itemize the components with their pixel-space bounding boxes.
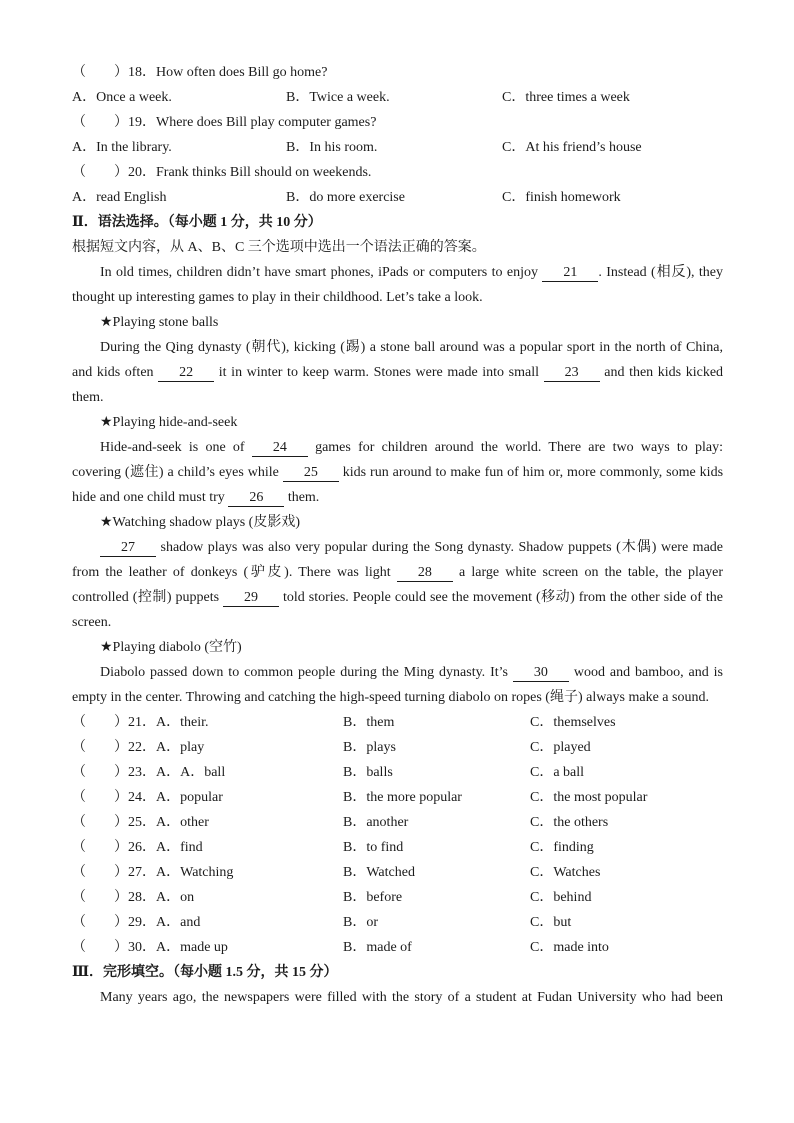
passage-text: covering (遮住) a child’s eyes while — [72, 465, 279, 480]
question-27 — [72, 860, 723, 885]
passage-text: and kids often — [72, 365, 154, 380]
answer-bracket: （ ） — [72, 840, 128, 855]
answer-bracket: （ ） — [72, 765, 128, 780]
blank-21: 21 — [542, 265, 598, 282]
shadow-plays-line-4: screen. — [72, 615, 112, 630]
question-29 — [72, 910, 723, 935]
passage-intro-line-2: thought up interesting games to play in their childhood. Let’s take a look. — [72, 290, 483, 305]
question-20-options — [72, 185, 723, 210]
option-a: A．find — [156, 840, 203, 855]
answer-bracket: （ ） — [72, 890, 128, 905]
option-c: C．At his friend’s house — [502, 140, 642, 155]
answer-bracket: （ ） — [72, 65, 128, 80]
passage-text: kids run around to make fun of him or, more commonly, some kids — [342, 465, 724, 480]
subheading-stone-balls: ★Playing stone balls — [100, 315, 219, 330]
answer-bracket: （ ） — [72, 865, 128, 880]
question-24 — [72, 785, 723, 810]
option-b: B．to find — [343, 840, 404, 855]
blank-26: 26 — [228, 490, 284, 507]
blank-22: 22 — [158, 365, 214, 382]
section-2-heading: Ⅱ．语法选择。（每小题 1 分，共 10 分） — [72, 215, 322, 230]
answer-bracket: （ ） — [72, 790, 128, 805]
option-c: C．Watches — [530, 865, 601, 880]
question-number: 27． — [128, 865, 156, 880]
option-b: B．another — [343, 815, 409, 830]
passage-text: shadow plays was also very popular during the Song dynasty. Shadow puppets (木偶) were made — [160, 540, 723, 555]
option-c: C．played — [530, 740, 591, 755]
question-number: 24． — [128, 790, 156, 805]
question-20 — [72, 160, 723, 185]
passage-text: them. — [287, 490, 320, 505]
question-number: 26． — [128, 840, 156, 855]
option-a: A．Once a week. — [72, 90, 172, 105]
option-b: B．made of — [343, 940, 412, 955]
option-b: B．balls — [343, 765, 393, 780]
option-b: B．plays — [343, 740, 396, 755]
passage-text: and then kids kicked — [604, 365, 724, 380]
question-number: 18． — [128, 65, 156, 80]
question-number: 21． — [128, 715, 156, 730]
question-number: 20． — [128, 165, 156, 180]
subheading-diabolo: ★Playing diabolo (空竹) — [100, 640, 242, 655]
question-22 — [72, 735, 723, 760]
question-26 — [72, 835, 723, 860]
hide-and-seek-line-2 — [72, 460, 723, 485]
blank-27: 27 — [100, 540, 156, 557]
stone-balls-line-2 — [72, 360, 723, 385]
passage-text: In old times, children didn’t have smart phones, iPads or computers to enjoy — [100, 265, 538, 280]
option-a: A．read English — [72, 190, 167, 205]
passage-text: told stories. People could see the movement (移动) from the other side of the — [283, 590, 724, 605]
passage-text: it in winter to keep warm. Stones were made into small — [218, 365, 539, 380]
blank-28: 28 — [397, 565, 453, 582]
option-a: A．their. — [156, 715, 209, 730]
option-c: C．behind — [530, 890, 592, 905]
option-b: B．before — [343, 890, 403, 905]
stone-balls-line-3: them. — [72, 390, 104, 405]
passage-intro-line-1 — [72, 260, 723, 285]
option-b: B．or — [343, 915, 378, 930]
question-19-options — [72, 135, 723, 160]
option-b: B．Twice a week. — [286, 90, 390, 105]
passage-text: games for children around the world. There are two ways to play: — [315, 440, 724, 455]
option-a: A．other — [156, 815, 209, 830]
hide-and-seek-line-1 — [72, 435, 723, 460]
option-a: A．popular — [156, 790, 223, 805]
option-c: C．but — [530, 915, 572, 930]
question-number: 22． — [128, 740, 156, 755]
option-c: C．the others — [530, 815, 609, 830]
question-stem: How often does Bill go home? — [156, 65, 328, 80]
section-3-heading: Ⅲ．完形填空。（每小题 1.5 分，共 15 分） — [72, 965, 338, 980]
subheading-hide-and-seek: ★Playing hide-and-seek — [100, 415, 238, 430]
question-stem: Where does Bill play computer games? — [156, 115, 377, 130]
shadow-plays-line-1 — [72, 535, 723, 560]
option-a: A．A．ball — [156, 765, 226, 780]
answer-bracket: （ ） — [72, 815, 128, 830]
question-18 — [72, 60, 723, 85]
question-23 — [72, 760, 723, 785]
option-c: C．finish homework — [502, 190, 621, 205]
blank-29: 29 — [223, 590, 279, 607]
question-number: 23． — [128, 765, 156, 780]
cloze-passage-line-1: Many years ago, the newspapers were filled with the story of a student at Fudan University who had been — [100, 990, 723, 1005]
option-b: B．do more exercise — [286, 190, 405, 205]
passage-text: . Instead (相反), they — [598, 265, 724, 280]
answer-bracket: （ ） — [72, 940, 128, 955]
exam-page — [72, 60, 723, 1010]
hide-and-seek-line-3 — [72, 485, 723, 510]
answer-bracket: （ ） — [72, 915, 128, 930]
option-a: A．In the library. — [72, 140, 172, 155]
section-2-instruction: 根据短文内容，从 A、B、C 三个选项中选出一个语法正确的答案。 — [72, 240, 486, 255]
option-c: C．finding — [530, 840, 594, 855]
option-a: A．Watching — [156, 865, 234, 880]
option-b: B．Watched — [343, 865, 415, 880]
question-30 — [72, 935, 723, 960]
option-b: B．them — [343, 715, 395, 730]
blank-25: 25 — [283, 465, 339, 482]
passage-text: from the leather of donkeys (驴皮). There was light — [72, 565, 391, 580]
question-25 — [72, 810, 723, 835]
blank-23: 23 — [544, 365, 600, 382]
option-c: C．themselves — [530, 715, 616, 730]
option-c: C．the most popular — [530, 790, 648, 805]
question-number: 29． — [128, 915, 156, 930]
passage-text: Hide-and-seek is one of — [100, 440, 245, 455]
passage-text: controlled (控制) puppets — [72, 590, 220, 605]
blank-30: 30 — [513, 665, 569, 682]
subheading-shadow-plays: ★Watching shadow plays (皮影戏) — [100, 515, 300, 530]
option-a: A．and — [156, 915, 201, 930]
question-number: 30． — [128, 940, 156, 955]
option-b: B．In his room. — [286, 140, 378, 155]
question-stem: Frank thinks Bill should on weekends. — [156, 165, 372, 180]
answer-bracket: （ ） — [72, 740, 128, 755]
passage-text: hide and one child must try — [72, 490, 225, 505]
question-number: 25． — [128, 815, 156, 830]
question-21 — [72, 710, 723, 735]
question-28 — [72, 885, 723, 910]
answer-bracket: （ ） — [72, 165, 128, 180]
option-a: A．made up — [156, 940, 228, 955]
diabolo-line-1 — [72, 660, 723, 685]
option-a: A．play — [156, 740, 205, 755]
passage-text: a large white screen on the table, the player — [459, 565, 724, 580]
option-c: C．three times a week — [502, 90, 630, 105]
option-c: C．a ball — [530, 765, 585, 780]
option-a: A．on — [156, 890, 195, 905]
question-19 — [72, 110, 723, 135]
shadow-plays-line-2 — [72, 560, 723, 585]
passage-text: wood and bamboo, and is — [573, 665, 723, 680]
question-18-options — [72, 85, 723, 110]
answer-bracket: （ ） — [72, 715, 128, 730]
stone-balls-line-1: During the Qing dynasty (朝代), kicking (踢) a stone ball around was a popular sport in the north of China, — [100, 340, 723, 355]
question-number: 28． — [128, 890, 156, 905]
diabolo-line-2: empty in the center. Throwing and catching the high-speed turning diabolo on ropes (绳子) always make a sound. — [72, 690, 709, 705]
answer-bracket: （ ） — [72, 115, 128, 130]
option-c: C．made into — [530, 940, 609, 955]
passage-text: Diabolo passed down to common people during the Ming dynasty. It’s — [100, 665, 508, 680]
shadow-plays-line-3 — [72, 585, 723, 610]
blank-24: 24 — [252, 440, 308, 457]
question-number: 19． — [128, 115, 156, 130]
option-b: B．the more popular — [343, 790, 462, 805]
